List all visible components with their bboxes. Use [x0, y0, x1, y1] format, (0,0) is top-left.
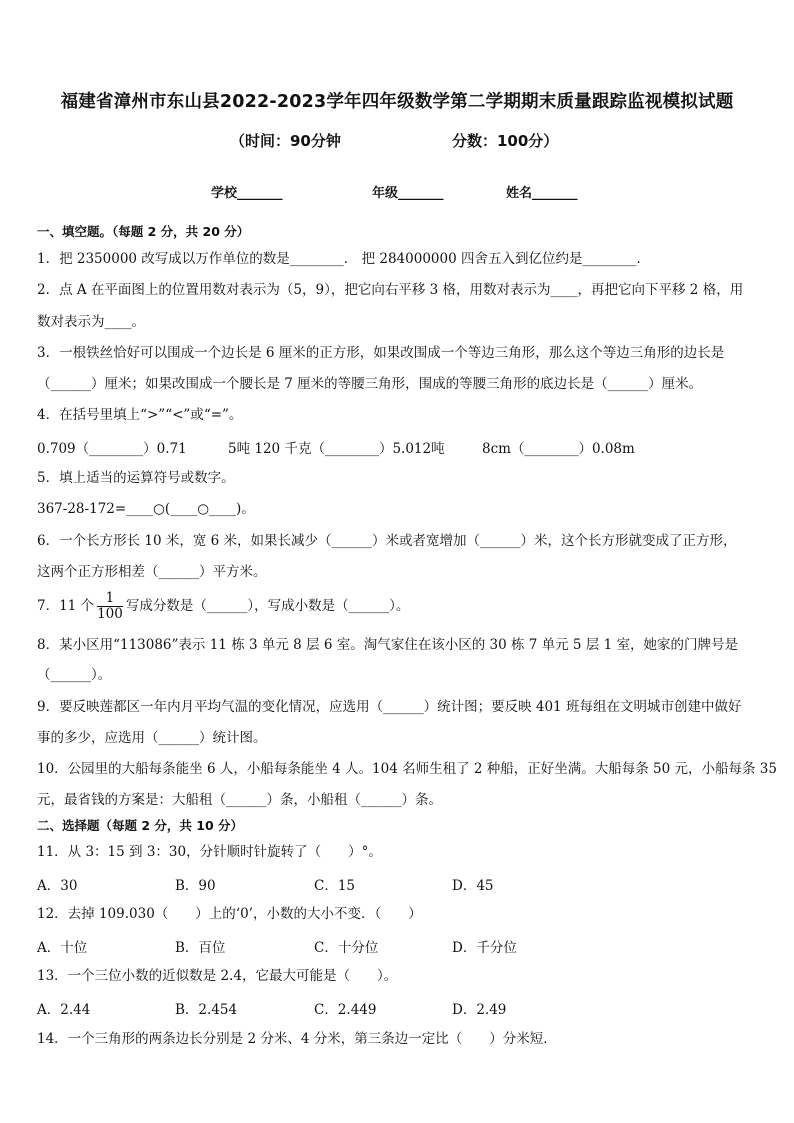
question-4-item-a: 0.709（________）0.71: [37, 441, 187, 457]
question-10-line-1: 10．公园里的大船每条能坐 6 人，小船每条能坐 4 人。104 名师生租了 2 种船，正好坐满。大船每条 50 元，小船每条 35: [37, 761, 777, 777]
question-13: 13．一个三位小数的近似数是 2.4，它最大可能是（ ）。: [37, 968, 398, 984]
q13-option-b: B．2.454: [175, 1002, 238, 1018]
name-field: 姓名_______: [506, 186, 578, 201]
question-4: 4．在括号里填上“>”“<”或“=”。: [37, 407, 243, 423]
question-2-line-2: 数对表示为____。: [37, 314, 145, 330]
q12-option-b: B．百位: [175, 940, 226, 956]
question-11: 11．从 3：15 到 3：30，分针顺时针旋转了（ ）°。: [37, 844, 382, 860]
q13-option-c: C．2.449: [314, 1002, 377, 1018]
question-5: 5．填上适当的运算符号或数字。: [37, 470, 235, 486]
question-4-item-b: 5吨 120 千克（________）5.012吨: [228, 441, 445, 457]
question-6-line-1: 6．一个长方形长 10 米，宽 6 米，如果长减少（______）米或者宽增加（______）米，这个长方形就变成了正方形，: [37, 533, 737, 549]
fraction: [97, 591, 123, 622]
section-multiple-choice: 二、选择题（每题 2 分，共 10 分）: [37, 818, 244, 833]
school-field: 学校_______: [211, 186, 283, 201]
exam-time: （时间：90分钟: [230, 132, 341, 150]
question-3-line-2: （______）厘米；如果改围成一个腰长是 7 厘米的等腰三角形，围成的等腰三角形的底边长是（______）厘米。: [37, 376, 703, 392]
q13-option-d: D．2.49: [452, 1002, 507, 1018]
q11-option-d: D．45: [452, 878, 494, 894]
question-7-prefix: 7．11 个: [37, 598, 95, 614]
grade-field: 年级_______: [372, 186, 444, 201]
question-7: [37, 588, 764, 624]
question-1: 1．把 2350000 改写成以万作单位的数是________． 把 284000000 四舍五入到亿位约是________．: [37, 251, 650, 267]
section-fill-in: 一、填空题。（每题 2 分，共 20 分）: [37, 224, 250, 239]
question-10-line-2: 元，最省钱的方案是：大船租（______）条，小船租（______）条。: [37, 792, 442, 808]
question-6-line-2: 这两个正方形相差（______）平方米。: [37, 564, 267, 580]
q11-option-a: A．30: [37, 878, 78, 894]
question-9-line-1: 9．要反映莲都区一年内月平均气温的变化情况，应选用（______）统计图；要反映 401 班每组在文明城市创建中做好: [37, 699, 742, 715]
q12-option-c: C．十分位: [314, 940, 379, 956]
question-8-line-2: （______）。: [37, 667, 112, 683]
question-2-line-1: 2．点 A 在平面图上的位置用数对表示为（5，9），把它向右平移 3 格，用数对表示为____，再把它向下平移 2 格，用: [37, 282, 744, 298]
q11-option-b: B．90: [175, 878, 216, 894]
q12-option-d: D．千分位: [452, 940, 517, 956]
q11-option-c: C．15: [314, 878, 356, 894]
exam-title: 福建省漳州市东山县2022-2023学年四年级数学第二学期期末质量跟踪监视模拟试题: [60, 92, 734, 112]
fraction-numerator: 1: [97, 591, 123, 607]
question-8-line-1: 8．某小区用“113086”表示 11 栋 3 单元 8 层 6 室。淘气家住在该小区的 30 栋 7 单元 5 层 1 室，她家的门牌号是: [37, 637, 738, 653]
q12-option-a: A．十位: [37, 940, 88, 956]
question-14: 14．一个三角形的两条边长分别是 2 分米、4 分米，第三条边一定比（ ）分米短．: [37, 1031, 557, 1047]
question-12: 12．去掉 109.030（ ）上的‘0’，小数的大小不变．（ ）: [37, 906, 422, 922]
exam-score: 分数：100分）: [452, 132, 559, 150]
question-7-suffix: 写成分数是（______），写成小数是（______）。: [125, 598, 410, 614]
fraction-denominator: 100: [97, 606, 123, 622]
question-9-line-2: 事的多少，应选用（______）统计图。: [37, 730, 267, 746]
question-5-expression: 367-28-172=____○(____○____)。: [37, 501, 255, 517]
q13-option-a: A．2.44: [37, 1002, 91, 1018]
question-4-item-c: 8cm（________）0.08m: [482, 441, 635, 457]
question-3-line-1: 3．一根铁丝恰好可以围成一个边长是 6 厘米的正方形，如果改围成一个等边三角形，那么这个等边三角形的边长是: [37, 345, 725, 361]
